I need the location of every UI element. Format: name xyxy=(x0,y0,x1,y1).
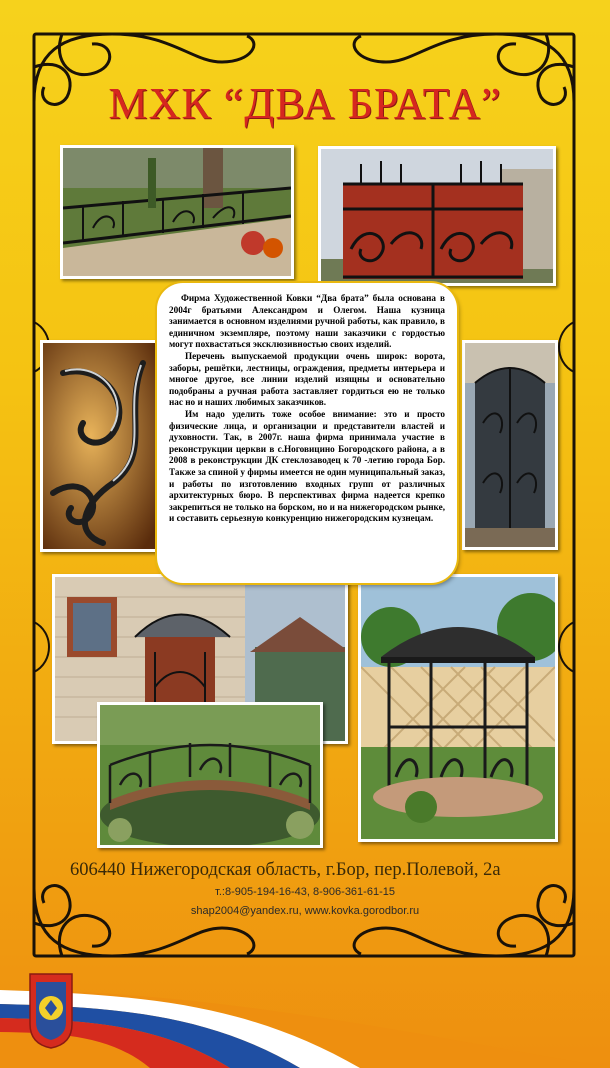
photo-garden-fence xyxy=(60,145,294,279)
photo-red-gate xyxy=(318,146,556,286)
company-address: 606440 Нижегородская область, г.Бор, пер.Полевой, 2а xyxy=(70,860,501,880)
company-title: МХК “ДВА БРАТА” xyxy=(108,79,502,128)
email-and-website: shap2004@yandex.ru, www.kovka.gorodbor.ru xyxy=(190,905,420,917)
tricolor-flag-ribbon xyxy=(0,990,610,1068)
regional-coat-of-arms-icon xyxy=(28,972,74,1050)
photo-ironwork-closeup xyxy=(40,340,166,552)
company-description xyxy=(157,283,457,583)
photo-gazebo xyxy=(358,574,558,842)
photo-garden-bridge xyxy=(97,702,323,848)
photo-iron-door-gate xyxy=(462,340,558,550)
description-paragraph-2: Перечень выпускаемой продукции очень широк: ворота, заборы, решётки, лестницы, ограждения, предметы интерьера и многое другое, все линии изделий изящны и основательно подобраны а ручная работа заставляет гордиться ею не только нас но и наших любимых заказчиков. xyxy=(169,350,445,408)
phone-numbers: т.:8-905-194-16-43, 8-906-361-61-15 xyxy=(215,886,395,898)
description-paragraph-1: Фирма Художественной Ковки “Два брата” была основана в 2004г братьями Александром и Олегом. Наша кузница занимается в основном изделиями ручной работы, как правило, в единичном экземпляре, поэтому наши заказчики с гордостью могут похвастаться эксклюзивностью своих изделий. xyxy=(169,293,445,350)
description-paragraph-3: Им надо уделить тоже особое внимание: это и просто физические лица, и организации и представители властей и духовности. Так, в 2007г. наша фирма принимала участие в реконструкции церкви в с.Ноговицино Богородского района, а в 2008 в реконструкции ДК стеклозаводец к 70 -летию города Бор. Также за спиной у фирмы имеется не один муниципальный заказ, и работы по изготовлению входных групп от различных архитектурных бюро. В перспективах фирма надеется крепко закрепиться не только на борском, но и на нижегородском рынке, и составить серьезную конкуренцию нижегородским кузнецам. xyxy=(169,408,445,524)
